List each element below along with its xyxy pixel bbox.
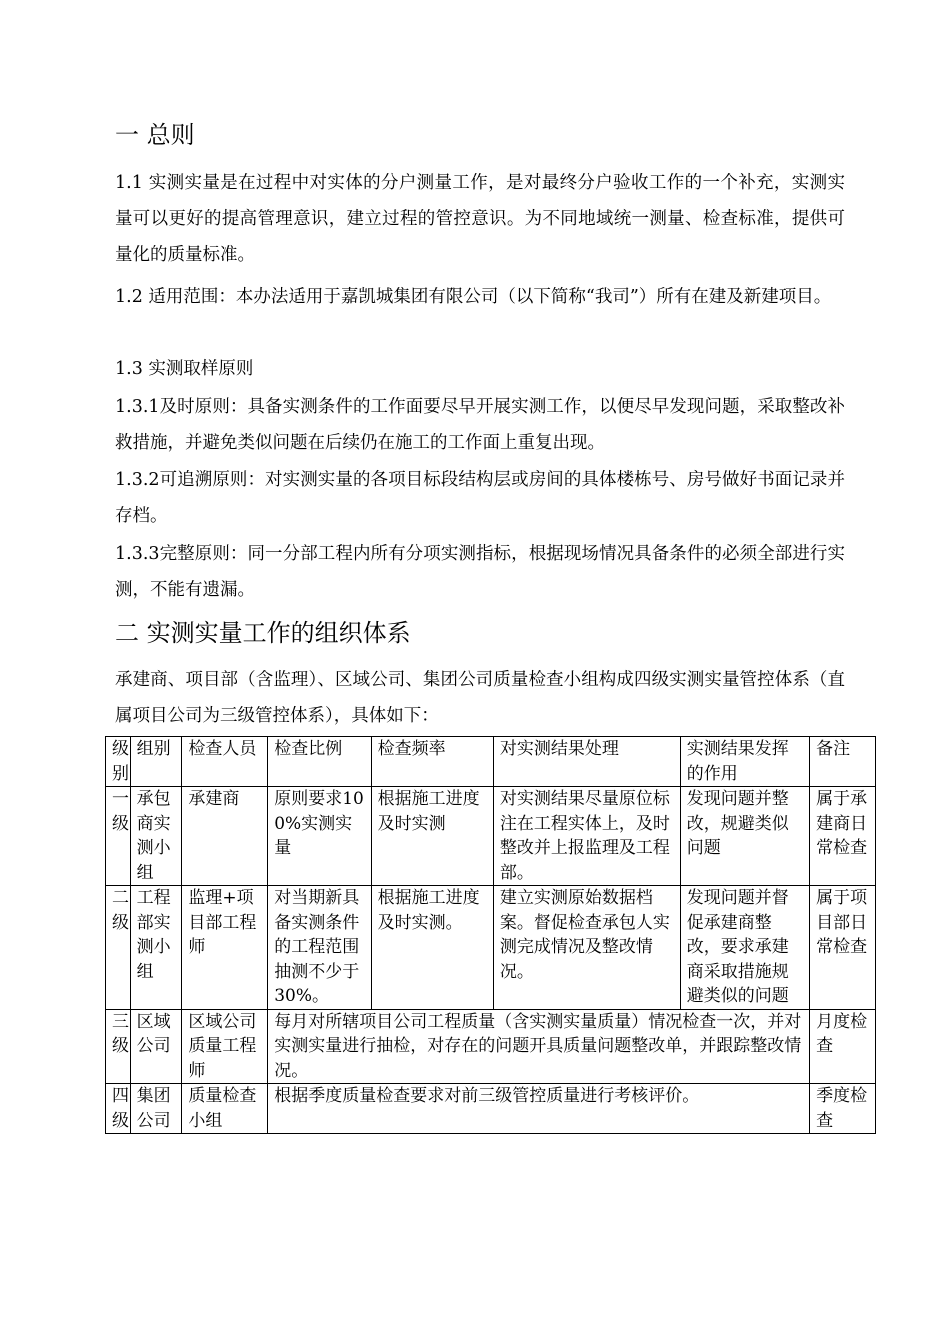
table-cell-merged: 每月对所辖项目公司工程质量（含实测实量质量）情况检查一次，并对实测实量进行抽检，对存在的问题开具质量问题整改单，并跟踪整改情况。 <box>268 1009 810 1084</box>
header-cell-ratio: 检查比例 <box>268 737 371 787</box>
table-row <box>106 1084 876 1134</box>
section-heading-organization: 二 实测实量工作的组织体系 <box>115 619 411 647</box>
paragraph-1-3: 1.3 实测取样原则 <box>115 359 254 379</box>
table-cell-merged: 根据季度质量检查要求对前三级管控质量进行考核评价。 <box>268 1084 810 1134</box>
table-cell: 承建商 <box>182 787 268 886</box>
table-cell: 四级 <box>106 1084 131 1134</box>
paragraph-1-3-2: 1.3.2可追溯原则：对实测实量的各项目标段结构层或房间的具体楼栋号、房号做好书面记录并存档。 <box>115 470 845 526</box>
table-cell: 对当期新具备实测条件的工程范围抽测不少于30%。 <box>268 886 371 1010</box>
table-cell: 区域公司质量工程师 <box>182 1009 268 1084</box>
table-cell: 属于承建商日常检查 <box>810 787 876 886</box>
table-cell: 二级 <box>106 886 131 1010</box>
paragraph-1-3-1: 1.3.1及时原则：具备实测条件的工作面要尽早开展实测工作，以便尽早发现问题，采取整改补救措施，并避免类似问题在后续仍在施工的工作面上重复出现。 <box>115 397 845 453</box>
paragraph-1-1: 1.1 实测实量是在过程中对实体的分户测量工作，是对最终分户验收工作的一个补充，实测实量可以更好的提高管理意识，建立过程的管控意识。为不同地域统一测量、检查标准，提供可量化的质量标准。 <box>115 173 845 265</box>
table-cell: 原则要求100%实测实量 <box>268 787 371 886</box>
section-heading-general: 一 总则 <box>115 121 195 149</box>
table-row <box>106 886 876 1010</box>
header-cell-remark: 备注 <box>810 737 876 787</box>
table-row <box>106 1009 876 1084</box>
table-cell: 根据施工进度及时实测。 <box>371 886 493 1010</box>
table-row <box>106 787 876 886</box>
table-cell: 月度检查 <box>810 1009 876 1084</box>
table-cell: 集团公司 <box>130 1084 182 1134</box>
table-cell: 根据施工进度及时实测 <box>371 787 493 886</box>
header-cell-frequency: 检查频率 <box>371 737 493 787</box>
paragraph-organization-intro: 承建商、项目部（含监理）、区域公司、集团公司质量检查小组构成四级实测实量管控体系（直属项目公司为三级管控体系），具体如下： <box>115 670 845 726</box>
table-cell: 对实测结果尽量原位标注在工程实体上，及时整改并上报监理及工程部。 <box>493 787 680 886</box>
paragraph-1-3-3: 1.3.3完整原则：同一分部工程内所有分项实测指标，根据现场情况具备条件的必须全部进行实测，不能有遗漏。 <box>115 544 845 600</box>
table-cell: 承包商实测小组 <box>130 787 182 886</box>
table-cell: 一级 <box>106 787 131 886</box>
header-cell-inspector: 检查人员 <box>182 737 268 787</box>
table-cell: 属于项目部日常检查 <box>810 886 876 1010</box>
table-cell: 发现问题并整改，规避类似问题 <box>680 787 809 886</box>
table-cell: 监理+项目部工程师 <box>182 886 268 1010</box>
table-cell: 季度检查 <box>810 1084 876 1134</box>
table-cell: 三级 <box>106 1009 131 1084</box>
header-cell-level: 级别 <box>106 737 131 787</box>
table-cell: 质量检查小组 <box>182 1084 268 1134</box>
header-cell-group: 组别 <box>130 737 182 787</box>
table-cell: 发现问题并督促承建商整改，要求承建商采取措施规避类似的问题 <box>680 886 809 1010</box>
table-cell: 建立实测原始数据档案。督促检查承包人实测完成情况及整改情况。 <box>493 886 680 1010</box>
paragraph-1-2: 1.2 适用范围：本办法适用于嘉凯城集团有限公司（以下简称“我司”）所有在建及新建项目。 <box>115 287 832 307</box>
header-cell-result-role: 实测结果发挥的作用 <box>680 737 809 787</box>
organization-table <box>105 736 876 1134</box>
header-cell-result-handling: 对实测结果处理 <box>493 737 680 787</box>
table-cell: 工程部实测小组 <box>130 886 182 1010</box>
table-header-row <box>106 737 876 787</box>
table-cell: 区域公司 <box>130 1009 182 1084</box>
